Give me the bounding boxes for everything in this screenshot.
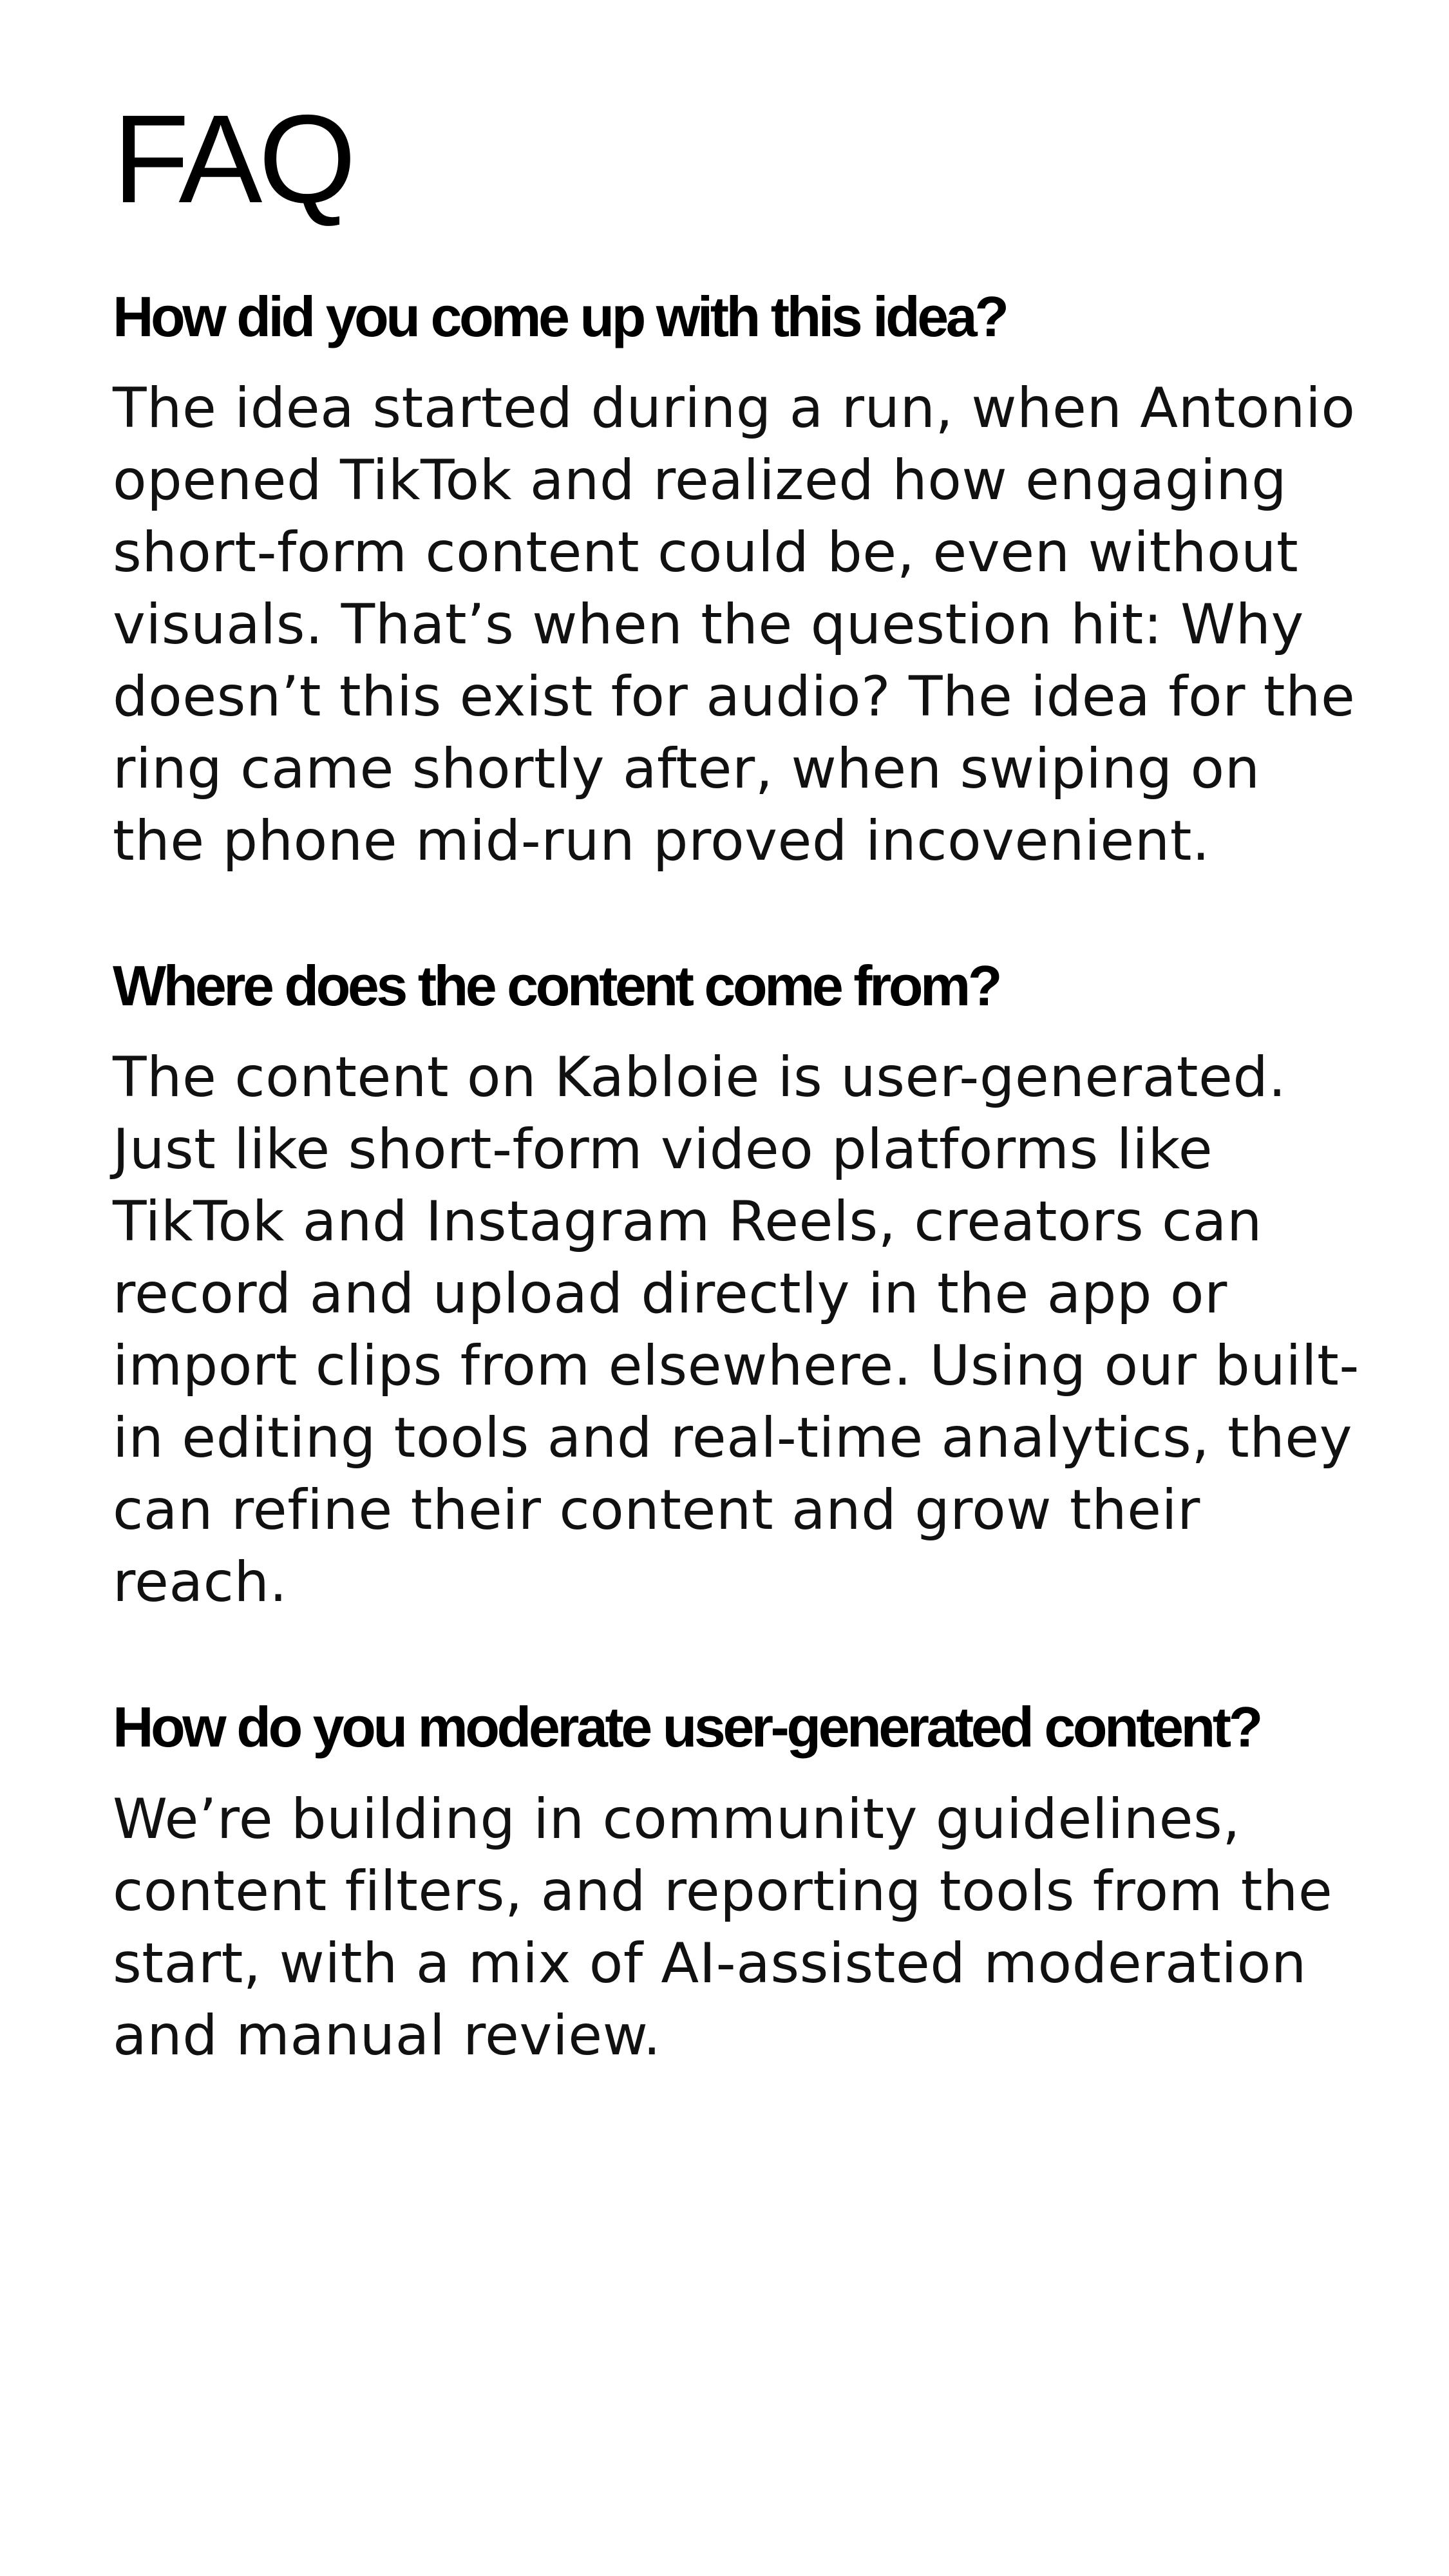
page-title: FAQ: [113, 89, 353, 229]
faq-answer: The content on Kabloie is user-generated. Just like short-form video platforms like TikTok and Instagram Reels, creators can record and upload directly in the app or import clips from elsewhere. Using our built-in editing tools and real-time analytics, they can refine their content and grow their reach.: [113, 1045, 1359, 1615]
faq-item: [113, 1694, 1362, 2071]
faq-answer: The idea started during a run, when Antonio opened TikTok and realized how engaging short-form content could be, even without visuals. That’s when the question hit: Why doesn’t this exist for audio? The idea for the ring came shortly after, when swiping on the phone mid-run proved incovenient.: [113, 376, 1356, 874]
faq-question: How did you come up with this idea?: [113, 285, 1007, 348]
faq-page: [113, 89, 1362, 2148]
faq-item: [113, 284, 1362, 877]
faq-answer: We’re building in community guidelines, content filters, and reporting tools from the start, with a mix of AI-assisted moderation and manual review.: [113, 1786, 1333, 2068]
faq-question: Where does the content come from?: [113, 954, 1000, 1018]
faq-item: [113, 953, 1362, 1618]
faq-list: [113, 284, 1362, 2072]
faq-question: How do you moderate user-generated content?: [113, 1695, 1260, 1759]
